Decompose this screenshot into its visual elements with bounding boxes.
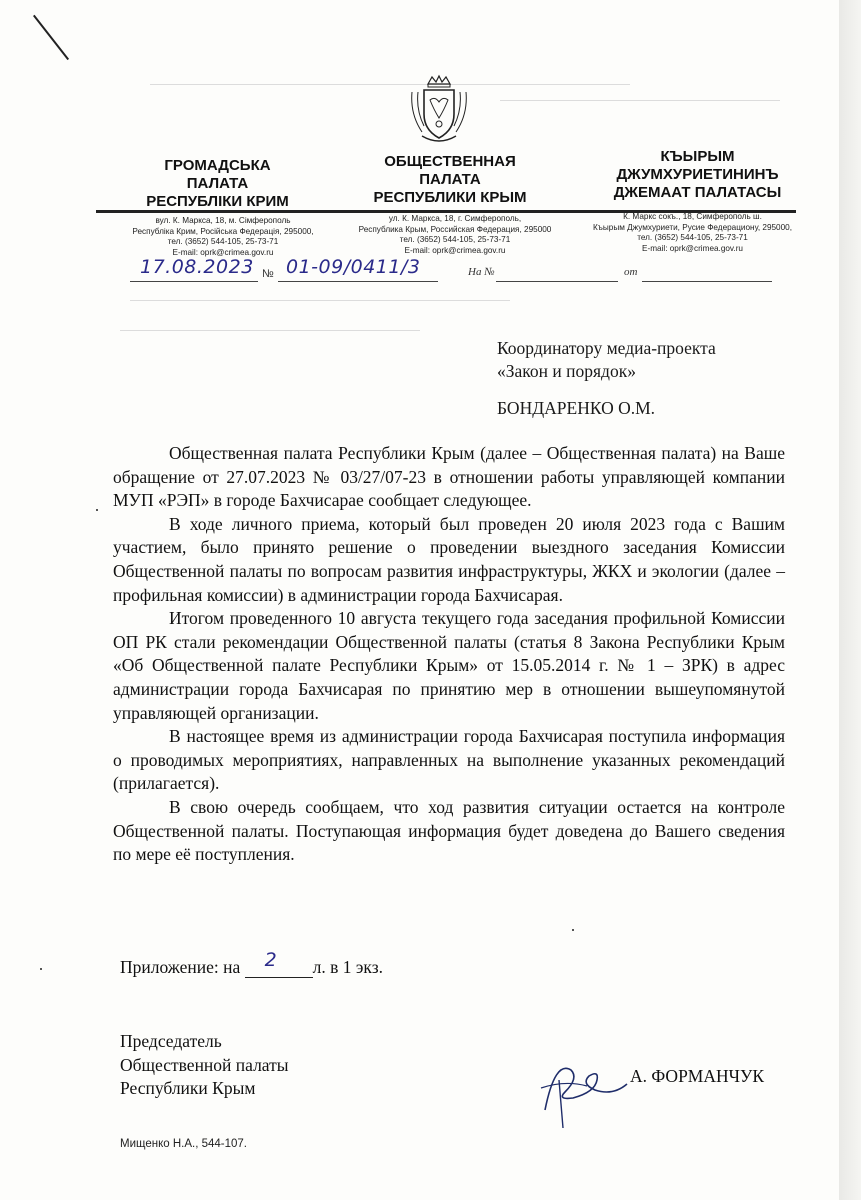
reference-date-underline xyxy=(642,281,772,282)
address-line: тел. (3652) 544-105, 25-73-71 xyxy=(637,233,748,242)
registration-number-underline xyxy=(278,281,438,282)
body-paragraph: В настоящее время из администрации города Бахчисарая поступила информация о проводимых мероприятиях, направленных на выполнение указанных рекомендаций (прилагается). xyxy=(113,726,785,794)
org-name-line: ОБЩЕСТВЕННАЯ xyxy=(384,153,516,170)
address-ukrainian xyxy=(108,216,338,258)
scan-edge xyxy=(839,0,861,1200)
attachment-line xyxy=(120,949,383,978)
registration-date: 17.08.2023 xyxy=(140,256,254,278)
address-crimean-tatar xyxy=(575,212,810,254)
org-name-line: ДЖУМХУРИЕТИНИНЪ xyxy=(616,166,779,183)
address-line: вул. К. Маркса, 18, м. Сімферополь xyxy=(155,216,291,225)
bleed-through-line xyxy=(150,84,630,85)
bleed-through-line xyxy=(130,300,510,301)
addressee-project: «Закон и порядок» xyxy=(497,361,636,381)
org-name-line: ГРОМАДСЬКА xyxy=(164,157,271,174)
body-paragraph: Общественная палата Республики Крым (далее – Общественная палата) на Ваше обращение от 27.07.2023 № 03/27/07-23 в отношении работы управляющей компании МУП «РЭП» в городе Бахчисарае сообщает следующее. xyxy=(113,443,785,511)
registration-number-label: № xyxy=(262,268,274,280)
letter-body xyxy=(113,442,785,867)
address-russian xyxy=(340,214,570,256)
org-name-line: КЪЫРЫМ xyxy=(660,148,735,165)
scan-speck xyxy=(40,968,42,970)
signer-title xyxy=(120,1030,289,1101)
org-name-line: ПАЛАТА xyxy=(186,175,249,192)
scan-speck xyxy=(96,509,98,511)
address-line: тел. (3652) 544-105, 25-73-71 xyxy=(167,237,279,246)
reference-date-label: от xyxy=(624,266,638,278)
address-email: E-mail: oprk@crimea.gov.ru xyxy=(172,247,274,257)
reference-number-underline xyxy=(496,281,618,282)
org-name-ukrainian xyxy=(110,157,325,211)
body-paragraph: В ходе личного приема, который был проведен 20 июля 2023 года с Вашим участием, было принято решение о проведении выездного заседания Комиссии Общественной палаты по вопросам развития инфраструктуры, ЖКХ и экологии (далее – профильная комиссии) в администрации города Бахчисарая. xyxy=(113,513,785,605)
address-line: Республіка Крим, Російська Федерація, 295000, xyxy=(132,226,314,236)
addressee-position: Координатору медиа-проекта xyxy=(497,338,716,358)
org-name-line: ДЖЕМААТ ПАЛАТАСЫ xyxy=(613,184,782,201)
signer-name: А. ФОРМАНЧУК xyxy=(630,1066,765,1086)
signer-title-line: Председатель xyxy=(120,1031,222,1051)
signer-title-line: Общественной палаты xyxy=(120,1054,289,1075)
address-line: Республика Крым, Российская Федерация, 295000 xyxy=(358,224,552,234)
registration-date-underline xyxy=(130,281,258,282)
address-line: тел. (3652) 544-105, 25-73-71 xyxy=(399,235,511,244)
attachment-suffix: л. в 1 экз. xyxy=(312,957,383,977)
org-name-russian xyxy=(350,153,550,207)
registration-number: 01-09/0411/3 xyxy=(286,256,421,278)
address-email: E-mail: oprk@crimea.gov.ru xyxy=(404,245,506,255)
attachment-count: 2 xyxy=(264,949,278,971)
org-name-crimean-tatar xyxy=(590,148,805,202)
coat-of-arms-emblem xyxy=(408,74,470,146)
address-line: Къырым Джумхуриети, Русие Федерациону, 295000, xyxy=(593,222,792,232)
scan-mark xyxy=(33,15,69,60)
addressee-name: БОНДАРЕНКО О.М. xyxy=(497,398,656,418)
bleed-through-line xyxy=(500,100,780,101)
signer-title-line: Республики Крым xyxy=(120,1078,256,1099)
executor-contact: Мищенко Н.А., 544-107. xyxy=(120,1138,247,1150)
addressee-block xyxy=(497,337,716,420)
bleed-through-line xyxy=(120,330,420,331)
org-name-line: ПАЛАТА xyxy=(419,171,481,188)
address-email: E-mail: oprk@crimea.gov.ru xyxy=(642,243,743,253)
body-paragraph: Итогом проведенного 10 августа текущего года заседания профильной Комиссии ОП РК стали рекомендации Общественной палаты (статья 8 Закона Республики Крым «Об Общественной палате Республики Крым» от 15.05.2014 г. № 1 – ЗРК) в адрес администрации города Бахчисарая по принятию мер в отношении вышеупомянутой управляющей организации. xyxy=(113,608,785,723)
attachment-count-blank xyxy=(245,949,313,978)
reference-number-label: На № xyxy=(468,266,495,278)
body-paragraph: В свою очередь сообщаем, что ход развития ситуации остается на контроле Общественной палаты. Поступающая информация будет доведена до Вашего сведения по мере её поступления. xyxy=(113,796,785,865)
org-name-line: РЕСПУБЛІКИ КРИМ xyxy=(146,193,289,210)
address-line: ул. К. Маркса, 18, г. Симферополь, xyxy=(388,214,522,223)
org-name-line: РЕСПУБЛИКИ КРЫМ xyxy=(373,189,527,206)
scan-speck xyxy=(572,929,574,931)
handwritten-signature xyxy=(535,1040,645,1132)
attachment-prefix: Приложение: на xyxy=(120,957,241,977)
address-line: К. Маркс сокъ., 18, Симферополь ш. xyxy=(623,212,762,221)
